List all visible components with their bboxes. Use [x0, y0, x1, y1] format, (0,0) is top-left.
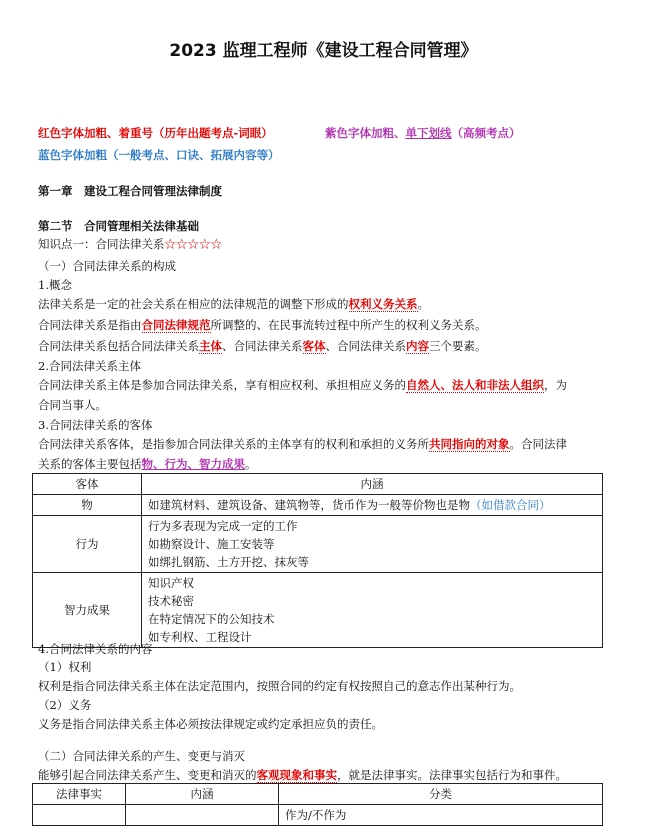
legend-purple-b: 单下划线	[405, 126, 452, 140]
emphasis-purple: 物、行为、智力成果	[141, 457, 245, 471]
table-cell-content	[142, 495, 603, 516]
title-main: 《建设工程合同管理》	[307, 41, 478, 61]
right-text: 权利是指合同法律关系主体在法定范围内，按照合同的约定有权按照自己的意志作出某种行为。	[38, 679, 521, 693]
text-run: 、合同法律关系	[325, 339, 406, 353]
table-item: 技术秘密	[148, 594, 194, 608]
text-run: 法律关系是一定的社会关系在相应的法律规范的调整下形成的	[38, 297, 349, 311]
emphasis-red: 共同指向的对象	[429, 437, 510, 451]
legend-purple-c: （高频考点）	[451, 126, 521, 140]
table-header-cell: 客体	[33, 474, 142, 495]
text-run: 。合同法律	[509, 437, 567, 451]
concept-line-3	[38, 338, 487, 354]
table-item: 知识产权	[148, 576, 194, 590]
emphasis-red: 内容	[406, 339, 429, 353]
table-header-cell: 内涵	[126, 784, 279, 805]
legend-row-1	[38, 125, 273, 141]
table-header-cell: 内涵	[142, 474, 603, 495]
part1-heading: （一）合同法律关系的构成	[38, 259, 176, 273]
text-run: 能够引起合同法律关系产生、变更和消灭的	[38, 768, 257, 782]
duty-heading: （2）义务	[38, 698, 92, 712]
table-cell	[33, 805, 126, 826]
emphasis-red: 自然人、法人和非法人组织	[406, 378, 544, 392]
emphasis-red: 权利义务关系	[348, 297, 418, 311]
concept-line-1	[38, 296, 429, 312]
text-run: 。	[417, 297, 429, 311]
text-run: 三个要素。	[429, 339, 487, 353]
emphasis-red: 主体	[199, 339, 222, 353]
text-run: ，为	[544, 378, 567, 392]
table-item: 行为多表现为完成一定的工作	[148, 519, 298, 533]
legend-blue: 蓝色字体加粗（一般考点、口诀、拓展内容等）	[38, 148, 280, 162]
table-header-row	[33, 474, 603, 495]
legal-fact-table	[32, 783, 603, 826]
subject-heading: 2.合同法律关系主体	[38, 359, 141, 373]
object-table	[32, 473, 603, 648]
rating-stars: ☆☆☆☆☆	[164, 237, 222, 251]
duty-text: 义务是指合同法律关系主体必须按法律规定或约定承担应负的责任。	[38, 717, 383, 731]
chapter-heading: 第一章 建设工程合同管理法律制度	[38, 184, 222, 198]
table-item: 如勘察设计、施工安装等	[148, 537, 275, 551]
knowledge-point	[38, 236, 222, 252]
table-cell-name: 行为	[33, 516, 142, 573]
legend-row-2	[38, 147, 280, 163]
table-item: 在特定情况下的公知技术	[148, 612, 275, 626]
table-row	[33, 495, 603, 516]
text-run: ，就是法律事实。法律事实包括行为和事件。	[337, 768, 567, 782]
section-heading: 第二节 合同管理相关法律基础	[38, 219, 199, 233]
table-note: （如借款合同）	[470, 498, 551, 512]
knowledge-point-label: 知识点一：合同法律关系	[38, 237, 165, 251]
object-line-2	[38, 456, 257, 472]
emphasis-red: 客体	[302, 339, 326, 353]
table-row	[33, 516, 603, 573]
table-cell	[126, 805, 279, 826]
document-title	[0, 36, 647, 61]
text-run: 合同法律关系主体是参加合同法律关系，享有相应权利、承担相应义务的	[38, 378, 406, 392]
table-cell-content	[142, 573, 603, 648]
part2-line-1	[38, 767, 567, 783]
text-run: 合同法律关系是指由	[38, 318, 142, 332]
text-run: 关系的客体主要包括	[38, 457, 142, 471]
table-item: 如建筑材料、建筑设备、建筑物等，货币作为一般等价物也是物	[148, 498, 470, 512]
table-header-cell: 分类	[279, 784, 603, 805]
table-cell: 作为/不作为	[279, 805, 603, 826]
subject-line-1	[38, 377, 567, 393]
table-cell-name: 物	[33, 495, 142, 516]
emphasis-red: 合同法律规范	[141, 318, 211, 332]
table-cell-content	[142, 516, 603, 573]
concept-line-2	[38, 317, 487, 333]
table-row	[33, 573, 603, 648]
content-heading: 4.合同法律关系的内容	[38, 642, 153, 656]
table-header-cell: 法律事实	[33, 784, 126, 805]
right-heading: （1）权利	[38, 660, 92, 674]
table-header-row	[33, 784, 603, 805]
table-row	[33, 805, 603, 826]
emphasis-red: 客观现象和事实	[256, 768, 337, 782]
part2-heading: （二）合同法律关系的产生、变更与消灭	[38, 749, 245, 763]
text-run: 合同法律关系包括合同法律关系	[38, 339, 199, 353]
object-line-1	[38, 436, 567, 452]
table-item: 如绑扎钢筋、土方开挖、抹灰等	[148, 555, 309, 569]
object-heading: 3.合同法律关系的客体	[38, 418, 153, 432]
legend-purple-a: 紫色字体加粗、	[325, 126, 406, 140]
table-item: 如专利权、工程设计	[148, 630, 252, 644]
table-cell-name: 智力成果	[33, 573, 142, 648]
text-run: 合同法律关系客体，是指参加合同法律关系的主体享有的权利和承担的义务所	[38, 437, 429, 451]
concept-heading: 1.概念	[38, 278, 72, 292]
text-run: 所调整的、在民事流转过程中所产生的权利义务关系。	[210, 318, 487, 332]
legend-purple	[325, 125, 521, 141]
title-prefix: 2023 监理工程师	[169, 41, 308, 61]
legend-red: 红色字体加粗、着重号（历年出题考点-词眼）	[38, 126, 273, 140]
text-run: 、合同法律关系	[222, 339, 303, 353]
text-run: 。	[245, 457, 257, 471]
subject-line-2: 合同当事人。	[38, 398, 107, 412]
